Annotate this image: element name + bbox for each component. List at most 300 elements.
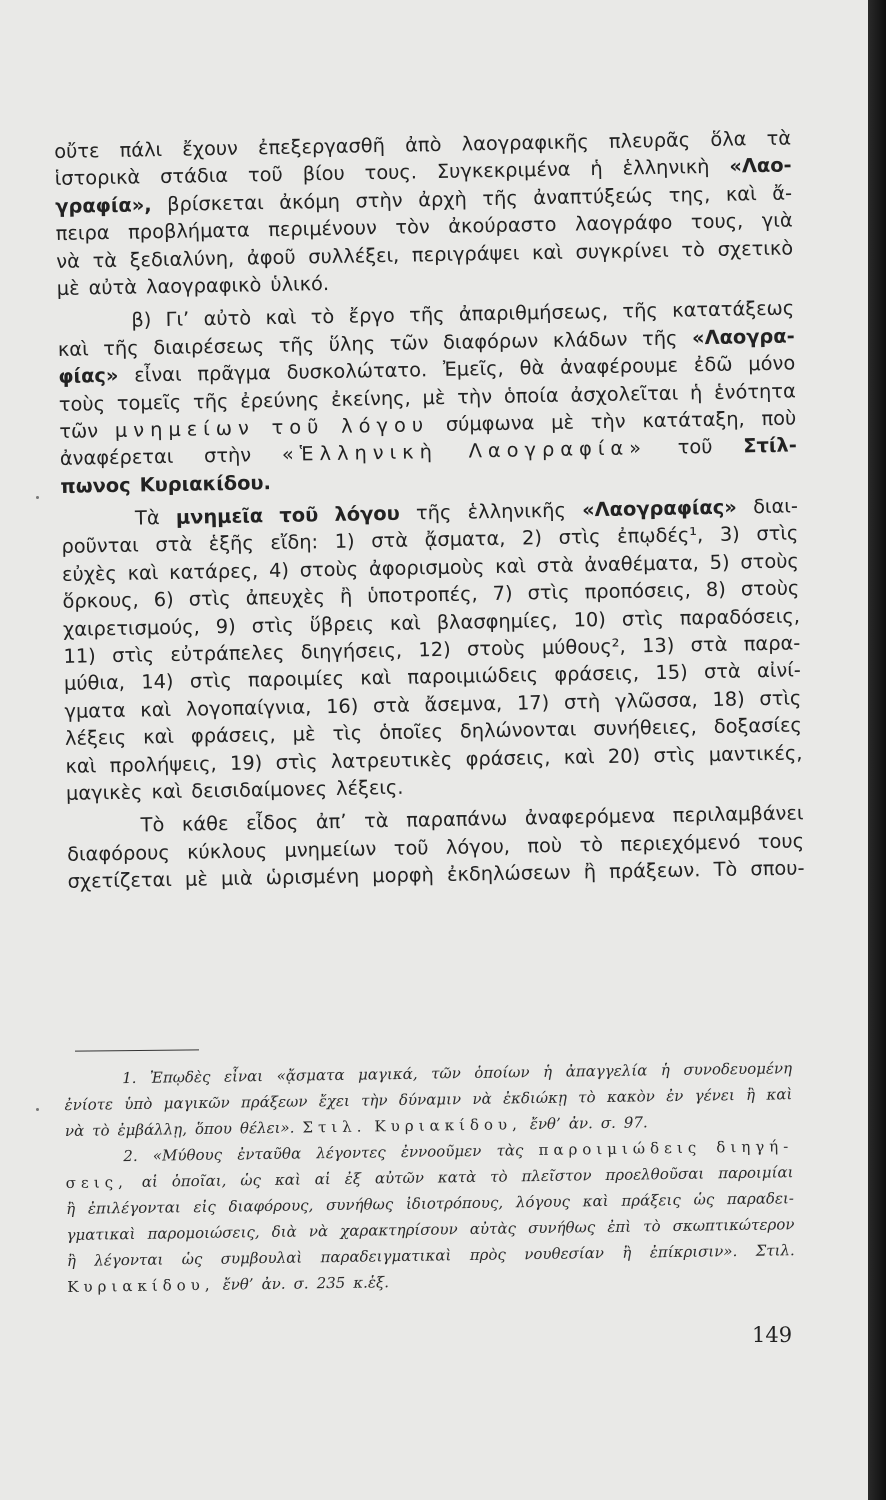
body-word: καὶ [65, 753, 97, 778]
body-word: στὶς [756, 521, 799, 546]
body-word: καὶ [725, 181, 757, 206]
body-word: καὶ [265, 305, 297, 330]
body-word: ἐκείνης, [330, 386, 411, 411]
body-word: Τὰ [134, 506, 160, 530]
note-word: ἀπαγγελία [565, 1061, 648, 1081]
body-word: ξεδιαλύνη, [129, 246, 235, 272]
body-word: καὶ [151, 779, 183, 804]
body-word: εἶναι [134, 362, 182, 387]
body-word: κάθε [181, 812, 229, 837]
print-speck [36, 1108, 39, 1111]
note-word: κακὸν [606, 1087, 655, 1106]
body-word: Ἐμεῖς, [442, 356, 504, 382]
body-word: Συγκεκριμένα [436, 157, 571, 184]
note-word: ἐμβάλλῃ, [117, 1120, 188, 1140]
note-word: σκωπτικώτερον [672, 1215, 795, 1235]
body-word: παρα- [743, 631, 801, 656]
note-word: τὸ [92, 1121, 110, 1140]
note-word: ἐνταῦθα [237, 1144, 302, 1164]
body-word: νὰ [56, 249, 81, 273]
body-word: μύθους², [541, 634, 626, 660]
body-word: ἔργο [348, 304, 395, 328]
body-word: 20) [607, 743, 641, 768]
note-word: αὐτὰς [469, 1219, 517, 1238]
body-word: 10) [573, 607, 607, 632]
body-word: 18) [712, 687, 745, 711]
body-word: τῶν [59, 419, 99, 443]
body-word: ἀναθέματα, [584, 551, 700, 577]
body-word: τὰ [363, 809, 389, 833]
note-word: εἶναι [223, 1067, 264, 1086]
body-word: μὲ [292, 722, 316, 746]
note-word: σ. [600, 1113, 616, 1133]
body-word: τῆς [192, 389, 229, 414]
body-word: τὸ [310, 305, 335, 329]
body-word: καὶ [563, 744, 595, 769]
body-word: διαιρέσεως [153, 333, 265, 359]
note-word: συνοδευομένη [683, 1059, 793, 1079]
body-word: ἐρεύνης [240, 387, 320, 413]
body-word: ἀπ’ [315, 810, 347, 834]
note-word: Ἐπῳδὲς [149, 1067, 211, 1087]
body-word: Γι’ [165, 307, 190, 332]
note-word: αἱ [141, 1172, 158, 1191]
body-word: ἀσχολεῖται [570, 381, 679, 407]
body-word: λαογραφικὸ [145, 273, 262, 299]
body-word: βλασφημίες, [436, 608, 558, 634]
body-word: ὅρκους, [62, 588, 139, 614]
body-word: ἑλληνικὴ [622, 155, 710, 180]
note-word: ὅπου [194, 1119, 233, 1139]
note-word: σεις, [65, 1173, 128, 1192]
note-word: θέλει». [239, 1118, 295, 1138]
body-word: ἑξῆς [208, 531, 254, 556]
body-word: ἄσεμνα, [424, 691, 503, 717]
body-word: ἡ [590, 157, 603, 181]
note-word: πράξεων [240, 1092, 308, 1112]
body-word: δηλώνονται [459, 717, 577, 743]
body-word: καὶ [531, 240, 564, 264]
body-word: μὲ [422, 385, 446, 409]
body-word: ἀναπτύξεώς [533, 183, 654, 210]
note-word: συνήθως [527, 1218, 596, 1238]
body-word: πάλι [119, 138, 163, 162]
body-word: ποὺ [761, 406, 797, 430]
body-word: τῆς [103, 336, 139, 360]
note-word: συμβουλαὶ [220, 1248, 303, 1268]
body-word: ποὺ [527, 833, 563, 858]
body-word: συγκρίνει [575, 238, 669, 264]
note-word: λόγους [515, 1192, 571, 1212]
body-word: ἑλληνικῆς [467, 498, 567, 524]
note-word: ὡς [240, 1171, 262, 1190]
body-word: μὲ [550, 410, 575, 434]
body-word: της, [668, 182, 711, 207]
body-word: σχετίζεται [67, 868, 173, 894]
note-word: εἰς [193, 1197, 216, 1217]
body-word: ἐπεξεργασθῆ [257, 133, 386, 160]
body-word: β) [131, 308, 152, 332]
body-word: παροιμιώδεις [407, 663, 539, 690]
body-word: φράσεις, [465, 745, 551, 771]
body-word: θὰ [519, 356, 545, 380]
body-word: στοὺς [740, 549, 800, 574]
body-word: ἀπευχὲς [245, 585, 326, 610]
note-word: παροιμιώδεις [538, 1138, 702, 1159]
body-word: μαντικές, [708, 740, 803, 766]
body-word: Τὸ [140, 813, 165, 837]
body-word: στὶς [527, 580, 570, 605]
body-word: καὶ [140, 697, 172, 722]
body-word: γλῶσσα, [614, 688, 698, 713]
body-word: διαφόρων [442, 328, 539, 354]
body-word: «Λαογραφίας» [581, 495, 737, 522]
body-word: τῆς [278, 333, 315, 357]
body-word: τῆς [415, 500, 452, 525]
note-word: κατὰ [437, 1167, 477, 1187]
body-word: στὶς [251, 613, 294, 638]
body-word: παροιμίες [247, 667, 345, 692]
body-word: ὅλα [710, 127, 747, 151]
body-word: αἰνί- [756, 658, 801, 683]
body-word: τῆς [482, 186, 518, 210]
body-word: 1) [334, 530, 355, 554]
note-word: ἔχει [318, 1091, 350, 1111]
body-word: ἔχουν [182, 136, 239, 161]
body-word: πλευρᾶς [608, 128, 691, 153]
page-number: 149 [752, 1323, 793, 1347]
body-word: στὶς [653, 742, 696, 767]
body-word: ὕβρεις [309, 611, 375, 637]
note-word: τὸ [643, 1217, 661, 1236]
body-word: κατάρες, [168, 559, 259, 584]
body-word: στὶς [188, 587, 231, 611]
body-word: στὰ [155, 533, 193, 557]
body-word: τὴν [590, 409, 626, 434]
body-word: «Λαο- [729, 153, 792, 179]
note-word: Στιλ. [302, 1117, 367, 1137]
note-word: ὡς [181, 1249, 203, 1269]
body-word: 5) [709, 550, 730, 574]
body-word: 11) [63, 644, 96, 668]
note-word: ἐξ [344, 1169, 362, 1188]
body-word: μνημείων [114, 416, 256, 442]
body-word: καὶ [57, 337, 89, 361]
body-word: ἱστορικὰ [54, 165, 141, 191]
note-word: παραδειγματικαὶ [320, 1246, 452, 1267]
note-word: ἀν. [568, 1114, 593, 1133]
body-word: λαογράφο [574, 210, 673, 236]
body-word: τῆς [622, 299, 658, 323]
body-word: ἀπαριθμήσεως, [458, 300, 609, 326]
body-word: στοὺς [299, 557, 359, 582]
body-word: πειρα [55, 221, 110, 246]
note-word: καὶ [274, 1170, 301, 1189]
body-word: τὸ [681, 237, 706, 262]
note-word: πράξεις [621, 1190, 681, 1210]
note-word: λέγοντες [316, 1143, 386, 1163]
body-word: μορφὴ [372, 863, 435, 888]
body-word: στὰ [372, 693, 411, 718]
note-word: παρομοιώσεις, [147, 1223, 260, 1243]
body-word: καὶ [360, 666, 392, 690]
body-word: ἀπὸ [404, 132, 442, 157]
note-word: ἢ [745, 1085, 756, 1104]
body-word: μνημείων [284, 836, 377, 862]
body-word: τὰ [766, 126, 792, 150]
note-word: Κυριακίδου, [374, 1115, 522, 1136]
body-word: τῆς [408, 303, 445, 327]
body-word: ἡ [689, 380, 703, 404]
body-word: τομεῖς [116, 390, 182, 415]
body-word: διηγήσεις, [300, 638, 403, 664]
body-word: τὰ [92, 248, 118, 272]
body-word: ἢ [583, 860, 597, 884]
body-word: «Ἑλληνικὴ [281, 440, 439, 467]
body-word: λόγου, [445, 834, 511, 859]
note-word: γένει [694, 1086, 735, 1105]
body-word: διαι- [752, 494, 799, 519]
note-word: «Μύθους [152, 1145, 223, 1165]
body-word: 17) [516, 690, 550, 715]
note-word: νὰ [472, 1089, 492, 1108]
body-word: γραφία», [55, 193, 152, 218]
body-word: ἀκόμη [279, 189, 341, 214]
body-word: σπου- [750, 856, 805, 881]
body-word: 14) [141, 670, 174, 694]
body-word: τὴν [457, 384, 493, 409]
note-word: ὑπὸ [124, 1094, 153, 1114]
body-word: εἶδος [245, 811, 299, 835]
body-word: μὲ [184, 867, 209, 891]
body-word: τους. [364, 160, 418, 185]
body-word: Τὸ [713, 857, 738, 882]
note-word: λέγονται [94, 1250, 164, 1270]
body-word: ἀφορισμοὺς [368, 555, 485, 581]
note-word: 235 [316, 1273, 346, 1293]
body-word: ἑνότητα [713, 378, 796, 404]
body-word: πρᾶγμα [197, 361, 271, 386]
body-word: ἀναφερόμενα [524, 804, 656, 830]
body-word: κατάταξη, [642, 407, 745, 433]
body-word: εὐτράπελες [170, 640, 285, 666]
note-word: χαρακτηρίσουν [340, 1220, 458, 1240]
body-word: τοῦ [393, 836, 429, 860]
note-word: ἐνίοτε [64, 1095, 114, 1114]
body-word: συνήθειες, [593, 715, 698, 741]
note-word: 1. [122, 1068, 137, 1088]
body-word: οὔτε [54, 139, 100, 163]
body-word: ὕλης [328, 331, 376, 356]
body-word: Λαογραφία» [468, 436, 648, 463]
note-word: Στιλ. [755, 1241, 795, 1260]
note-word: ἐκδιώκῃ [502, 1088, 568, 1108]
note-word: γματικαὶ [66, 1224, 136, 1244]
body-word: αὐτὰ [88, 275, 138, 300]
body-word: ἄ- [772, 181, 793, 205]
body-word: δεισιδαίμονες [191, 777, 328, 803]
body-word: αὐτὸ [203, 306, 252, 331]
body-word: φράσεις, [190, 723, 276, 748]
body-word: 15) [655, 660, 688, 685]
note-word: 97. [623, 1113, 648, 1132]
note-word: Κυριακίδου, [67, 1275, 215, 1296]
body-word: ᾄσματα, [424, 527, 506, 552]
note-word: διηγή- [716, 1137, 794, 1157]
body-text [54, 124, 805, 895]
note-word: μαγικῶν [163, 1093, 230, 1113]
footnote-rule [75, 1049, 199, 1051]
body-word: ὑποτροπές, [367, 582, 478, 608]
body-word: τους [757, 829, 805, 853]
body-word: τῶν [389, 330, 429, 355]
note-word: ἐπιλέγονται [87, 1198, 181, 1218]
note-word: τῶν [430, 1064, 461, 1083]
body-word: 12) [418, 637, 451, 662]
note-word: νὰ [64, 1121, 85, 1140]
body-word: κατατάξεως [671, 296, 795, 323]
body-word: 13) [641, 633, 675, 658]
body-word: 8) [705, 578, 727, 602]
body-word: πωνος [60, 473, 131, 498]
body-word: στὰ [703, 659, 741, 684]
note-word: κ.ἑξ. [353, 1273, 390, 1292]
note-word: διὰ [271, 1222, 297, 1241]
body-word: 4) [268, 558, 290, 582]
body-word: τοῦ [279, 503, 319, 528]
body-word: μὲ [56, 276, 80, 300]
body-word: καὶ [142, 725, 175, 749]
body-word: τοὺς [58, 391, 106, 416]
print-speck [36, 496, 39, 499]
note-word: καὶ [582, 1191, 609, 1211]
note-word: τὰς [496, 1141, 524, 1160]
body-word: τοῦ [271, 415, 325, 439]
body-word: φράσεις, [554, 661, 640, 687]
body-word: γματα [64, 698, 126, 723]
body-word: ἀναφέρουμε [559, 353, 679, 379]
note-word: παραδει- [726, 1189, 795, 1209]
body-word: κλάδων [552, 327, 628, 352]
body-word: στὴ [563, 689, 601, 714]
body-word: στὰ [371, 529, 409, 553]
note-word: ἡ [660, 1061, 670, 1080]
body-word: 3) [719, 522, 740, 547]
note-word: πλεῖστον [521, 1166, 592, 1186]
body-word: ἢ [339, 584, 353, 609]
body-word: παραπάνω [406, 807, 508, 833]
body-word: ἀναφέρεται [59, 445, 174, 471]
note-word: ἐπὶ [607, 1217, 632, 1236]
note-word: δύναμιν [398, 1090, 462, 1110]
note-word: 2. [123, 1146, 138, 1166]
body-word: βίου [302, 162, 345, 186]
body-word: τοῦ [247, 163, 283, 187]
body-word: στάδια [159, 164, 229, 189]
note-word: νουθεσίαν [524, 1244, 605, 1264]
body-word: λόγου [334, 501, 400, 526]
note-word: ἔνθ’ [529, 1114, 561, 1134]
note-word: ἡ [542, 1062, 553, 1081]
body-word: περιμένουν [268, 216, 378, 242]
note-word: ἢ [65, 1199, 76, 1218]
body-word: στὰ [690, 632, 728, 657]
body-word: συλλέξει, [308, 243, 400, 268]
body-word: σχετικὸ [717, 236, 794, 261]
body-word: ἀκούραστο [448, 212, 557, 238]
body-word: καὶ [494, 554, 527, 578]
note-word: συνήθως [325, 1195, 394, 1215]
note-word: «ᾄσματα [276, 1065, 345, 1085]
body-word: τῆς [641, 326, 678, 350]
body-word: στὴν [203, 443, 252, 468]
note-word: ἢ [66, 1251, 77, 1270]
note-word: διαφόρους, [228, 1196, 314, 1216]
body-word: στοὺς [740, 576, 800, 601]
page-edge-shadow [868, 0, 886, 1500]
body-word: στὶς [621, 606, 664, 631]
note-word: ἰδιοτρόπους, [405, 1193, 504, 1213]
note-word: μαγικά, [357, 1064, 418, 1084]
body-word: ὁποῖες [378, 720, 444, 745]
body-word: φίας» [58, 363, 119, 389]
note-word: παροιμίαι [717, 1163, 794, 1183]
body-word: τὸ [579, 832, 604, 857]
note-word: νὰ [308, 1222, 329, 1241]
note-word: ἢ [622, 1243, 632, 1262]
body-word: παραδόσεις, [679, 604, 801, 630]
body-word: μαγικὲς [65, 780, 143, 805]
note-word: πρὸς [469, 1245, 506, 1265]
body-word: στὰ [536, 553, 574, 578]
body-word: ἐδῶ [693, 352, 733, 377]
body-word: στὴν [355, 188, 403, 213]
body-word: βρίσκεται [166, 190, 264, 216]
body-word: λογοπαίγνια, [185, 695, 312, 721]
body-word: Κυριακίδου. [139, 470, 272, 497]
body-word: εὐχὲς [61, 561, 117, 586]
body-word: καὶ [389, 611, 421, 635]
note-word: ὡς [693, 1190, 715, 1209]
body-word: τὶς [332, 721, 363, 746]
body-word: Στίλ- [743, 433, 797, 458]
note-word: προελθοῦσαι [605, 1164, 705, 1184]
body-word: λέξεις [64, 725, 127, 751]
body-word: κύκλους [186, 838, 268, 864]
body-word: 7) [492, 581, 513, 606]
body-word: προλήψεις, [109, 751, 217, 777]
body-word: στὶς [759, 686, 802, 710]
body-word: περιεχόμενό [620, 830, 741, 856]
body-word: ὑλικό. [270, 271, 330, 297]
body-word: περιγράψει [411, 241, 520, 267]
body-word: ὡρισμένη [265, 864, 360, 890]
body-word: περιλαμβάνει [672, 801, 804, 828]
body-word: λαογραφικῆς [461, 130, 589, 156]
body-word: δυσκολώτατο. [286, 358, 428, 384]
body-word: μόνο [748, 351, 796, 376]
note-word: τὸ [578, 1088, 596, 1107]
note-word: ἔνθ’ [222, 1275, 254, 1294]
body-word: εἴδη: [270, 530, 319, 555]
body-word: στὶς [111, 643, 155, 668]
note-word: ἐν [666, 1086, 684, 1106]
footnotes [64, 1055, 795, 1300]
body-word: μιὰ [220, 866, 253, 891]
note-word: καὶ [766, 1085, 793, 1104]
body-word: μύθια, [63, 671, 126, 696]
body-word: προπόσεις, [584, 578, 692, 604]
